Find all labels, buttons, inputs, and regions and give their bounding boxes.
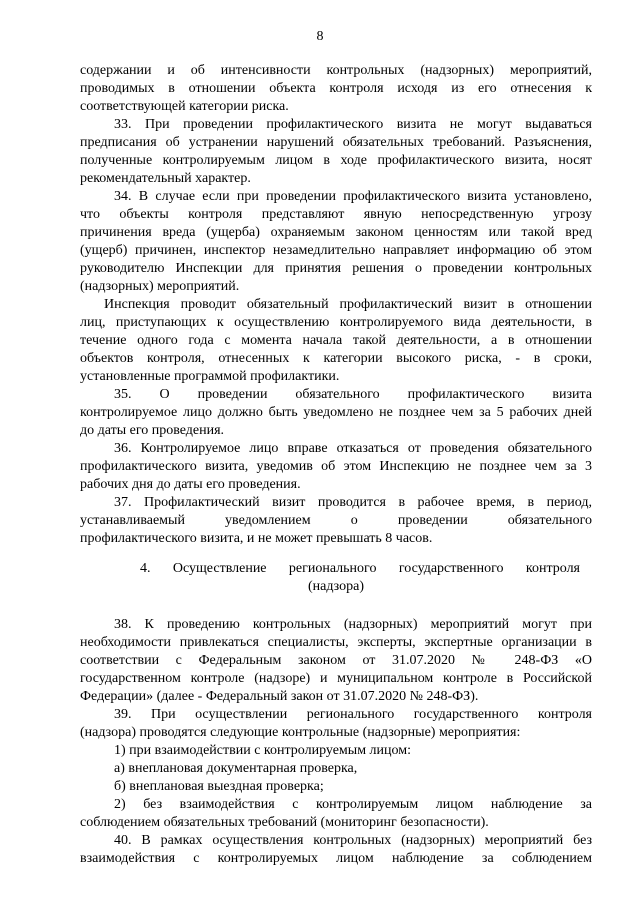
text-line: государственном контроле (надзоре) и муниципальном контроле в Российской bbox=[80, 671, 592, 686]
paragraph-33-first-line: 33. При проведении профилактического визита не могут выдаваться bbox=[114, 117, 592, 132]
paragraph-34-first-line: 34. В случае если при проведении профилактического визита установлено, bbox=[114, 189, 592, 204]
text-line: профилактического визита, и не может превышать 8 часов. bbox=[80, 531, 433, 546]
text-line: необходимости привлекаться специалисты, эксперты, экспертные организации в bbox=[80, 635, 592, 650]
text-line: содержании и об интенсивности контрольных (надзорных) мероприятий, bbox=[80, 63, 592, 78]
page-number: 8 bbox=[316, 29, 324, 44]
text-line: лиц, приступающих к осуществлению контролируемого вида деятельности, в bbox=[80, 315, 592, 330]
text-line: полученные контролируемым лицом в ходе профилактического визита, носят bbox=[80, 153, 592, 168]
list-item: 1) при взаимодействии с контролируемым лицом: bbox=[114, 743, 412, 758]
paragraph-inspection-first-line: Инспекция проводит обязательный профилактический визит в отношении bbox=[104, 297, 592, 312]
paragraph-35-first-line: 35. О проведении обязательного профилактического визита bbox=[114, 387, 592, 402]
text-line: руководителю Инспекции для принятия решения о проведении контрольных bbox=[80, 261, 592, 276]
section-heading: 4. Осуществление регионального государственного контроля bbox=[140, 561, 580, 576]
text-line: проводимых в отношении объекта контроля исходя из его отнесения к bbox=[80, 81, 592, 96]
text-line: объектов контроля, отнесенных к категории высокого риска, - в сроки, bbox=[80, 351, 592, 366]
text-line: устанавливаемый уведомлением о проведении обязательного bbox=[80, 513, 592, 528]
text-line: (надзора) проводятся следующие контрольные (надзорные) мероприятия: bbox=[80, 725, 521, 740]
text-line: течение одного года с момента начала такой деятельности, а в отношении bbox=[80, 333, 592, 348]
paragraph-36-first-line: 36. Контролируемое лицо вправе отказаться от проведения обязательного bbox=[114, 441, 592, 456]
text-line: предписания об устранении нарушений обязательных требований. Разъяснения, bbox=[80, 135, 592, 150]
list-item: а) внеплановая документарная проверка, bbox=[114, 761, 358, 776]
text-line: профилактического визита, уведомив об этом Инспекцию не позднее чем за 3 bbox=[80, 459, 592, 474]
paragraph-40-first-line: 40. В рамках осуществления контрольных (надзорных) мероприятий без bbox=[114, 833, 592, 848]
paragraph-38-first-line: 38. К проведению контрольных (надзорных) мероприятий могут при bbox=[114, 617, 592, 632]
text-line: установленные программой профилактики. bbox=[80, 369, 340, 384]
text-line: рекомендательный характер. bbox=[80, 171, 251, 186]
text-line: контролируемое лицо должно быть уведомлено не позднее чем за 5 рабочих дней bbox=[80, 405, 592, 420]
section-heading-continuation: (надзора) bbox=[308, 579, 364, 594]
text-line: соответствующей категории риска. bbox=[80, 99, 289, 114]
text-line: взаимодействия с контролируемых лицом наблюдение за соблюдением bbox=[80, 851, 592, 866]
text-line: (ущерб) причинен, инспектор незамедлительно направляет информацию об этом bbox=[80, 243, 592, 258]
text-line: причинения вреда (ущерба) охраняемым законом ценностям или такой вред bbox=[80, 225, 592, 240]
list-item: б) внеплановая выездная проверка; bbox=[114, 779, 324, 794]
text-line: что объекты контроля представляют явную непосредственную угрозу bbox=[80, 207, 592, 222]
text-line: (надзорных) мероприятий. bbox=[80, 279, 240, 294]
text-line: соответствии с Федеральным законом от 31.07.2020 № 248-ФЗ «О bbox=[80, 653, 592, 668]
text-line: соблюдением обязательных требований (мониторинг безопасности). bbox=[80, 815, 489, 830]
text-line: Федерации» (далее - Федеральный закон от 31.07.2020 № 248-ФЗ). bbox=[80, 689, 479, 704]
list-item: 2) без взаимодействия с контролируемым лицом наблюдение за bbox=[114, 797, 592, 812]
text-line: рабочих дня до даты его проведения. bbox=[80, 477, 301, 492]
paragraph-37-first-line: 37. Профилактический визит проводится в рабочее время, в период, bbox=[114, 495, 592, 510]
text-line: до даты его проведения. bbox=[80, 423, 225, 438]
paragraph-39-first-line: 39. При осуществлении регионального государственного контроля bbox=[114, 707, 592, 722]
